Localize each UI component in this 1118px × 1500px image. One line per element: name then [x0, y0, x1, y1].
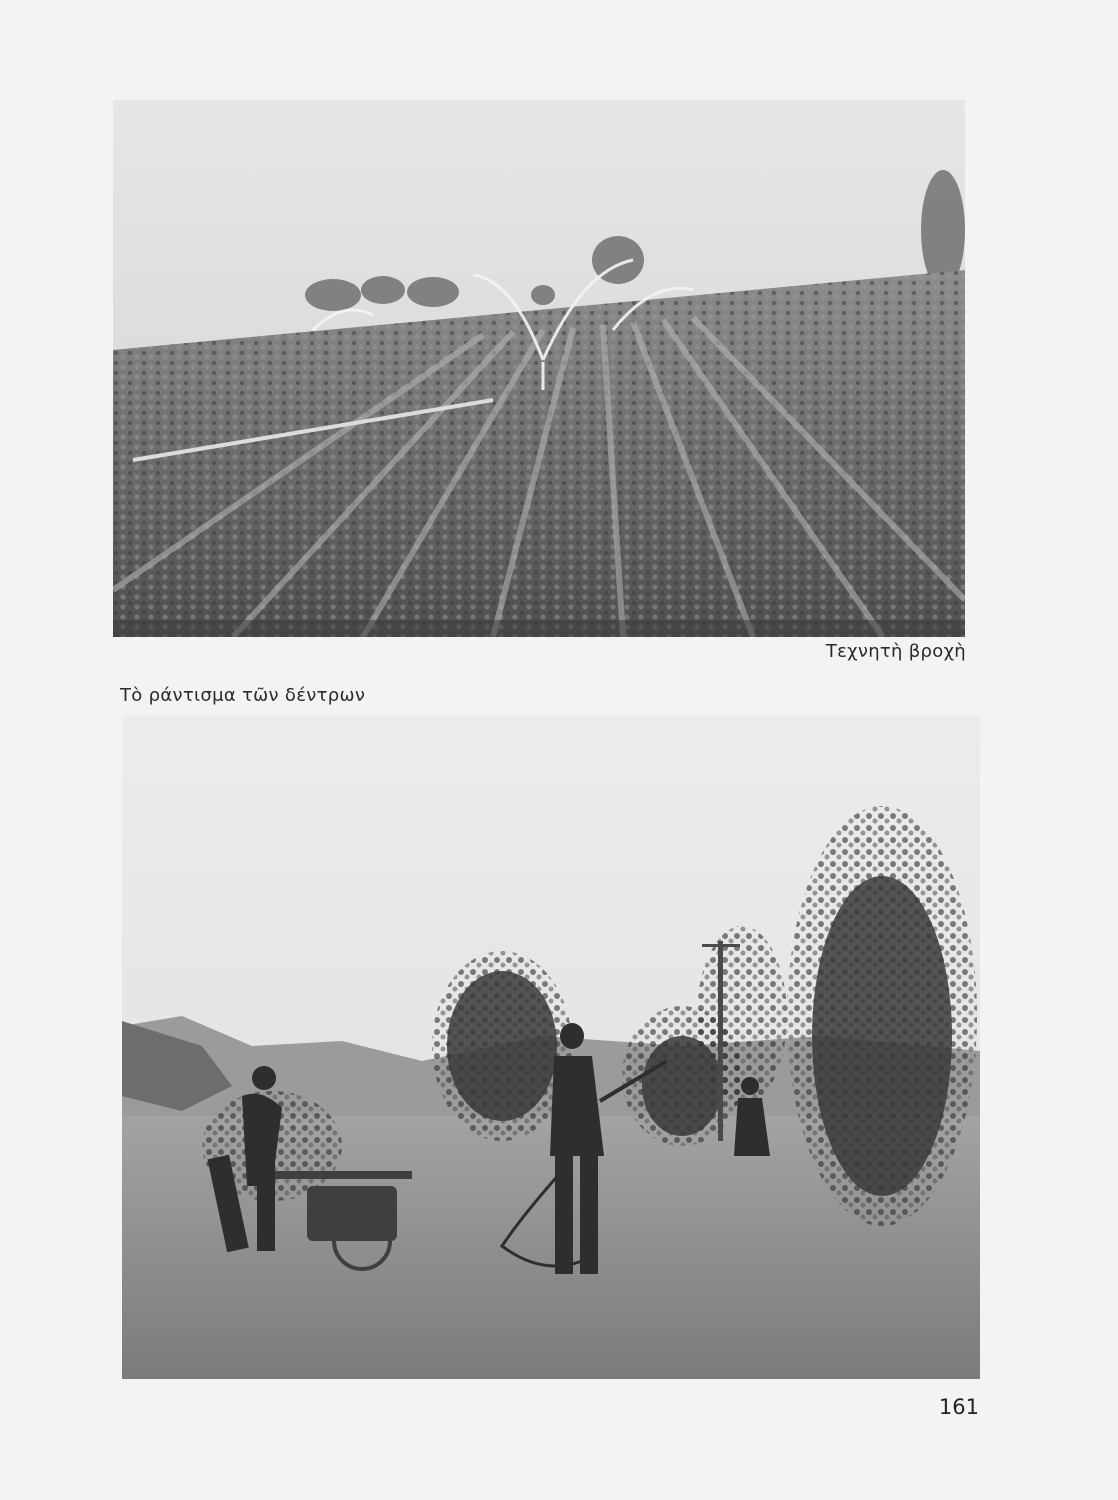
- page-number: 161: [938, 1395, 979, 1419]
- tree-spraying-photo: [122, 716, 980, 1379]
- tree-spraying-image: [122, 716, 980, 1379]
- spraying-photo-caption: Τὸ ράντισμα τῶν δέντρων: [120, 685, 366, 706]
- sprinkler-photo-caption: Τεχνητὴ βροχὴ: [825, 641, 966, 662]
- sprinkler-irrigation-image: [113, 100, 965, 637]
- sprinkler-irrigation-photo: [113, 100, 965, 637]
